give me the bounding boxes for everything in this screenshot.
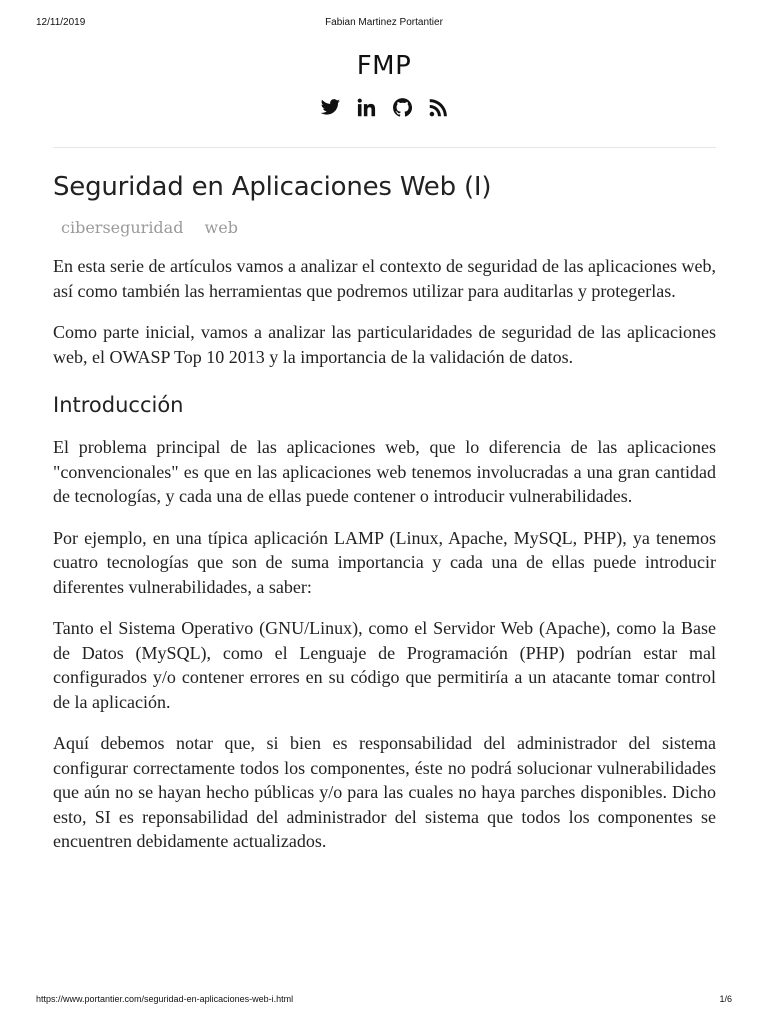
paragraph: Tanto el Sistema Operativo (GNU/Linux), como el Servidor Web (Apache), como la Base de Datos (MySQL), como el Lenguaje de Programación (PHP) podrían estar mal configurados y/o contener errores en su código que permitiría a un atacante tomar control de la aplicación.	[53, 618, 716, 712]
print-document-title: Fabian Martinez Portantier	[325, 17, 443, 28]
print-header	[36, 17, 732, 31]
rss-icon	[428, 97, 449, 118]
tag-link[interactable]: web	[204, 218, 238, 237]
linkedin-icon	[356, 97, 377, 118]
github-link[interactable]	[391, 96, 413, 118]
twitter-link[interactable]	[319, 96, 341, 118]
tag-list	[53, 217, 716, 239]
article	[53, 167, 716, 854]
print-date: 12/11/2019	[36, 17, 86, 28]
paragraph: En esta serie de artículos vamos a analizar el contexto de seguridad de las aplicaciones web, así como también las herramientas que podremos utilizar para auditarlas y protegerlas.	[53, 256, 716, 301]
post-title: Seguridad en Aplicaciones Web (I)	[53, 172, 492, 202]
github-icon	[392, 97, 413, 118]
print-footer	[36, 994, 732, 1008]
header-divider	[53, 147, 716, 148]
print-url: https://www.portantier.com/seguridad-en-aplicaciones-web-i.html	[36, 994, 294, 1004]
rss-link[interactable]	[427, 96, 449, 118]
section-heading: Introducción	[53, 393, 184, 417]
paragraph: El problema principal de las aplicaciones web, que lo diferencia de las aplicaciones "convencionales" es que en las aplicaciones web tenemos involucradas a una gran cantidad de tecnologías, y cada una de ellas puede contener o introducir vulnerabilidades.	[53, 437, 716, 506]
paragraph: Aquí debemos notar que, si bien es responsabilidad del administrador del sistema configurar correctamente todos los componentes, éste no podrá solucionar vulnerabilidades que aún no se hayan hecho públicas y/o para las cuales no haya parches disponibles. Dicho esto, SI es reponsabilidad del administrador del sistema que todos los componentes se encuentren debidamente actualizados.	[53, 733, 716, 851]
tag-link[interactable]: ciberseguridad	[61, 218, 184, 237]
social-links	[0, 96, 768, 118]
site-header	[0, 48, 768, 118]
page-number: 1/6	[719, 994, 732, 1004]
paragraph: Por ejemplo, en una típica aplicación LAMP (Linux, Apache, MySQL, PHP), ya tenemos cuatro tecnologías que son de suma importancia y cada una de ellas puede introducir diferentes vulnerabilidades, a saber:	[53, 527, 716, 597]
twitter-icon	[320, 97, 341, 118]
paragraph: Como parte inicial, vamos a analizar las particularidades de seguridad de las aplicaciones web, el OWASP Top 10 2013 y la importancia de la validación de datos.	[53, 322, 716, 367]
linkedin-link[interactable]	[355, 96, 377, 118]
site-brand-link[interactable]: FMP	[356, 51, 412, 81]
